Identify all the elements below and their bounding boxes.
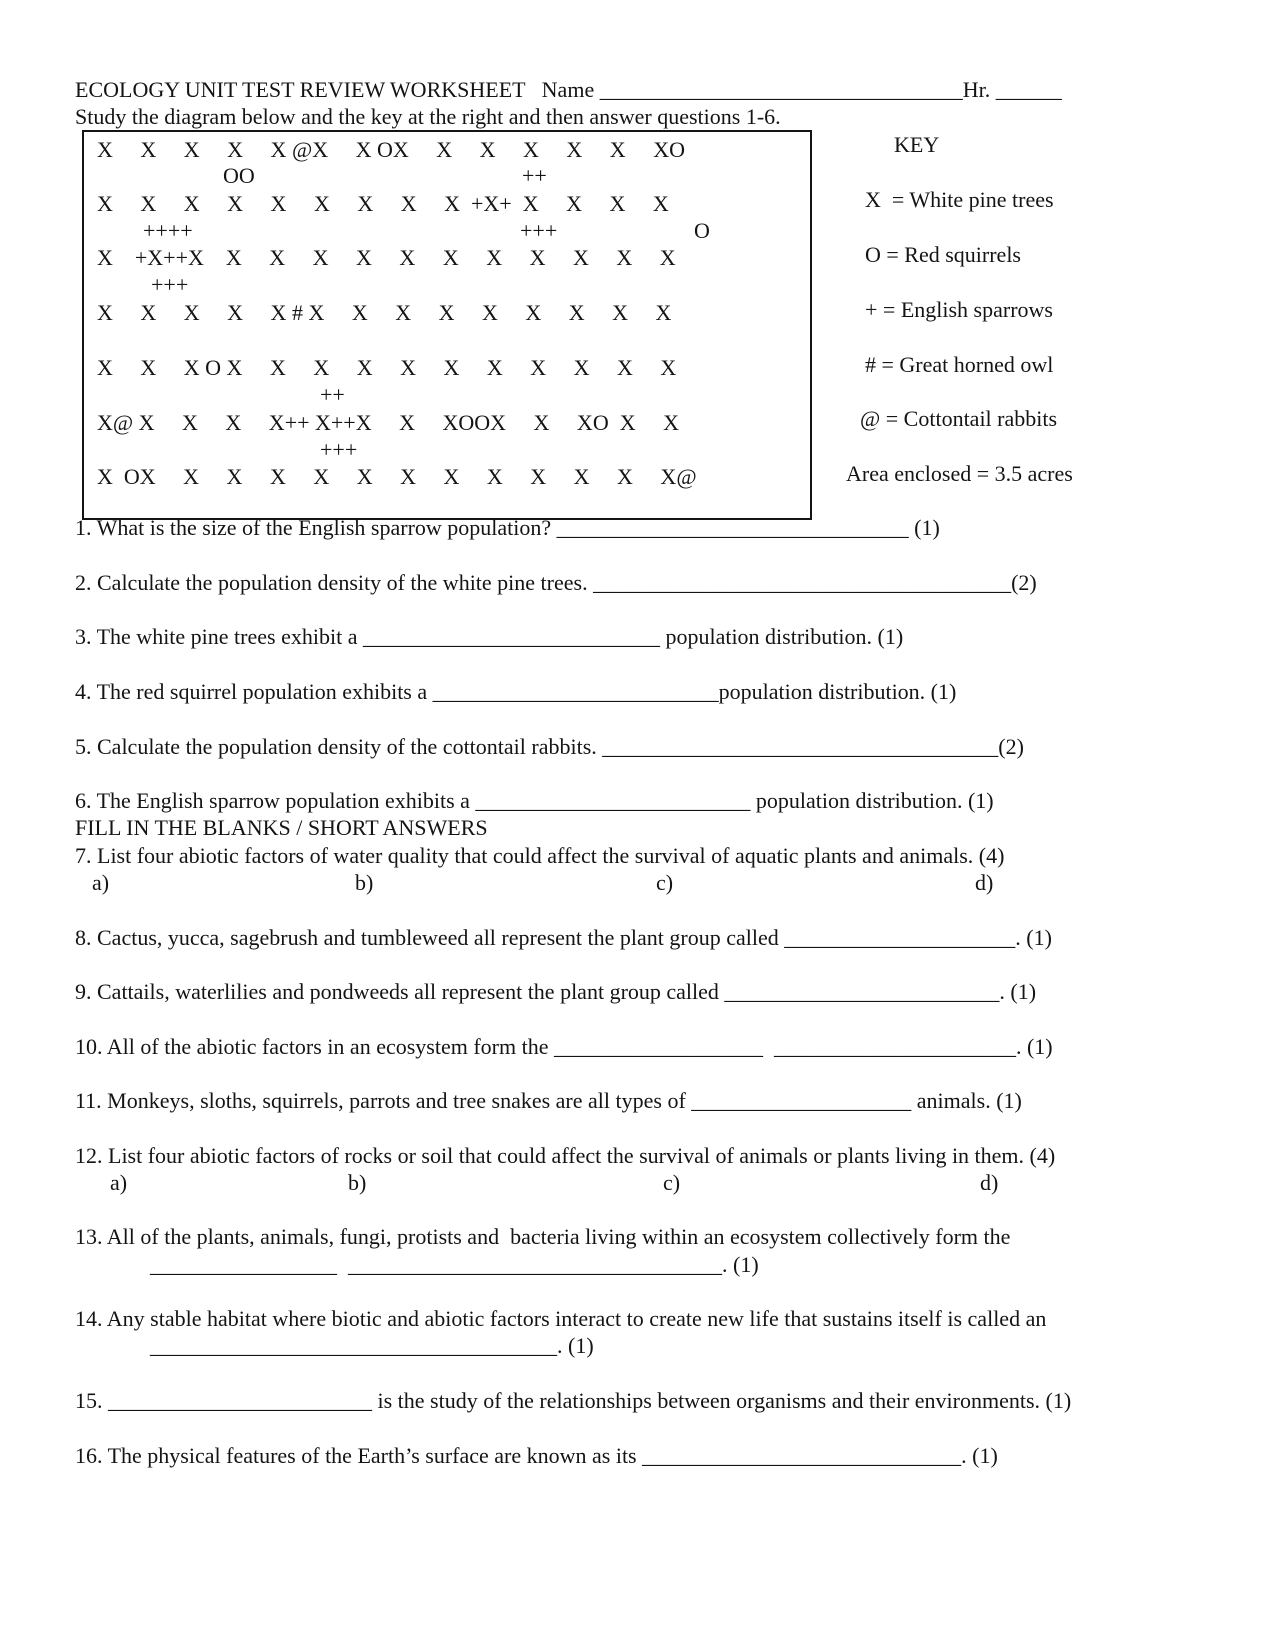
question-15: 15. ________________________ is the study of the relationships between organisms and their environments. (1) [75, 1388, 1072, 1413]
key-item-red-squirrel: O = Red squirrels [865, 242, 1021, 267]
question-13-blank: _________________ __________________________________. (1) [150, 1252, 759, 1277]
question-1: 1. What is the size of the English sparrow population? ________________________________ (1) [75, 515, 940, 540]
question-11: 11. Monkeys, sloths, squirrels, parrots and tree snakes are all types of ____________________ animals. (1) [75, 1088, 1022, 1113]
diagram-sparrows-5: ++ [320, 382, 345, 407]
key-item-white-pine: X = White pine trees [865, 187, 1054, 212]
diagram-row-6: X@ X X X X++ X++X X XOOX X XO X X [97, 410, 679, 435]
question-3: 3. The white pine trees exhibit a ___________________________ population distribution. (1) [75, 624, 904, 649]
diagram-row-2: X X X X X X X X X +X+ X X X X [97, 191, 669, 216]
instructions: Study the diagram below and the key at the right and then answer questions 1-6. [75, 104, 781, 129]
key-item-great-horned-owl: # = Great horned owl [865, 352, 1054, 377]
diagram-sparrows-1: ++ [522, 163, 547, 188]
question-14-blank: _____________________________________. (1) [150, 1333, 594, 1358]
q7-label-a: a) [92, 870, 110, 895]
question-10: 10. All of the abiotic factors in an ecosystem form the ___________________ ______________________. (1) [75, 1034, 1053, 1059]
diagram-squirrels-oo: OO [223, 163, 255, 188]
question-16: 16. The physical features of the Earth’s surface are known as its _____________________________. (1) [75, 1443, 998, 1468]
question-14: 14. Any stable habitat where biotic and abiotic factors interact to create new life that sustains itself is called an [75, 1306, 1047, 1331]
q7-label-c: c) [656, 870, 674, 895]
diagram-row-4: X X X X X # X X X X X X X X X [97, 300, 672, 325]
key-area-enclosed: Area enclosed = 3.5 acres [846, 461, 1073, 486]
q7-label-b: b) [355, 870, 374, 895]
q12-label-b: b) [348, 1170, 367, 1195]
q12-label-a: a) [110, 1170, 128, 1195]
diagram-row-7: X OX X X X X X X X X X X X X@ [97, 464, 697, 489]
question-13: 13. All of the plants, animals, fungi, protists and bacteria living within an ecosystem collectively form the [75, 1224, 1011, 1249]
key-item-english-sparrow: + = English sparrows [865, 297, 1053, 322]
diagram-sparrows-3: +++ [520, 218, 558, 243]
diagram-squirrel-o: O [694, 218, 710, 243]
q12-label-c: c) [663, 1170, 681, 1195]
diagram-sparrows-4: +++ [151, 272, 189, 297]
worksheet-title: ECOLOGY UNIT TEST REVIEW WORKSHEET Name _________________________________Hr. ______ [75, 77, 1062, 102]
q12-label-d: d) [980, 1170, 999, 1195]
question-4: 4. The red squirrel population exhibits a __________________________population distribution. (1) [75, 679, 957, 704]
question-2: 2. Calculate the population density of the white pine trees. ______________________________________(2) [75, 570, 1037, 595]
question-6: 6. The English sparrow population exhibits a _________________________ population distribution. (1) [75, 788, 994, 813]
key-title: KEY [894, 132, 940, 157]
diagram-sparrows-2: ++++ [143, 218, 193, 243]
question-5: 5. Calculate the population density of the cottontail rabbits. ____________________________________(2) [75, 734, 1024, 759]
key-item-cottontail-rabbit: @ = Cottontail rabbits [860, 406, 1058, 431]
q7-label-d: d) [975, 870, 994, 895]
diagram-row-3: X +X++X X X X X X X X X X X X [97, 245, 676, 270]
section-heading: FILL IN THE BLANKS / SHORT ANSWERS [75, 815, 488, 840]
diagram-sparrows-6: +++ [320, 437, 358, 462]
question-12: 12. List four abiotic factors of rocks or soil that could affect the survival of animals or plants living in them. (4) [75, 1143, 1056, 1168]
question-9: 9. Cattails, waterlilies and pondweeds all represent the plant group called _________________________. (1) [75, 979, 1037, 1004]
diagram-row-1: X X X X X @X X OX X X X X X XO [97, 137, 685, 162]
question-7: 7. List four abiotic factors of water quality that could affect the survival of aquatic plants and animals. (4) [75, 843, 1005, 868]
diagram-row-5: X X X O X X X X X X X X X X X [97, 355, 677, 380]
question-8: 8. Cactus, yucca, sagebrush and tumbleweed all represent the plant group called _____________________. (1) [75, 925, 1052, 950]
